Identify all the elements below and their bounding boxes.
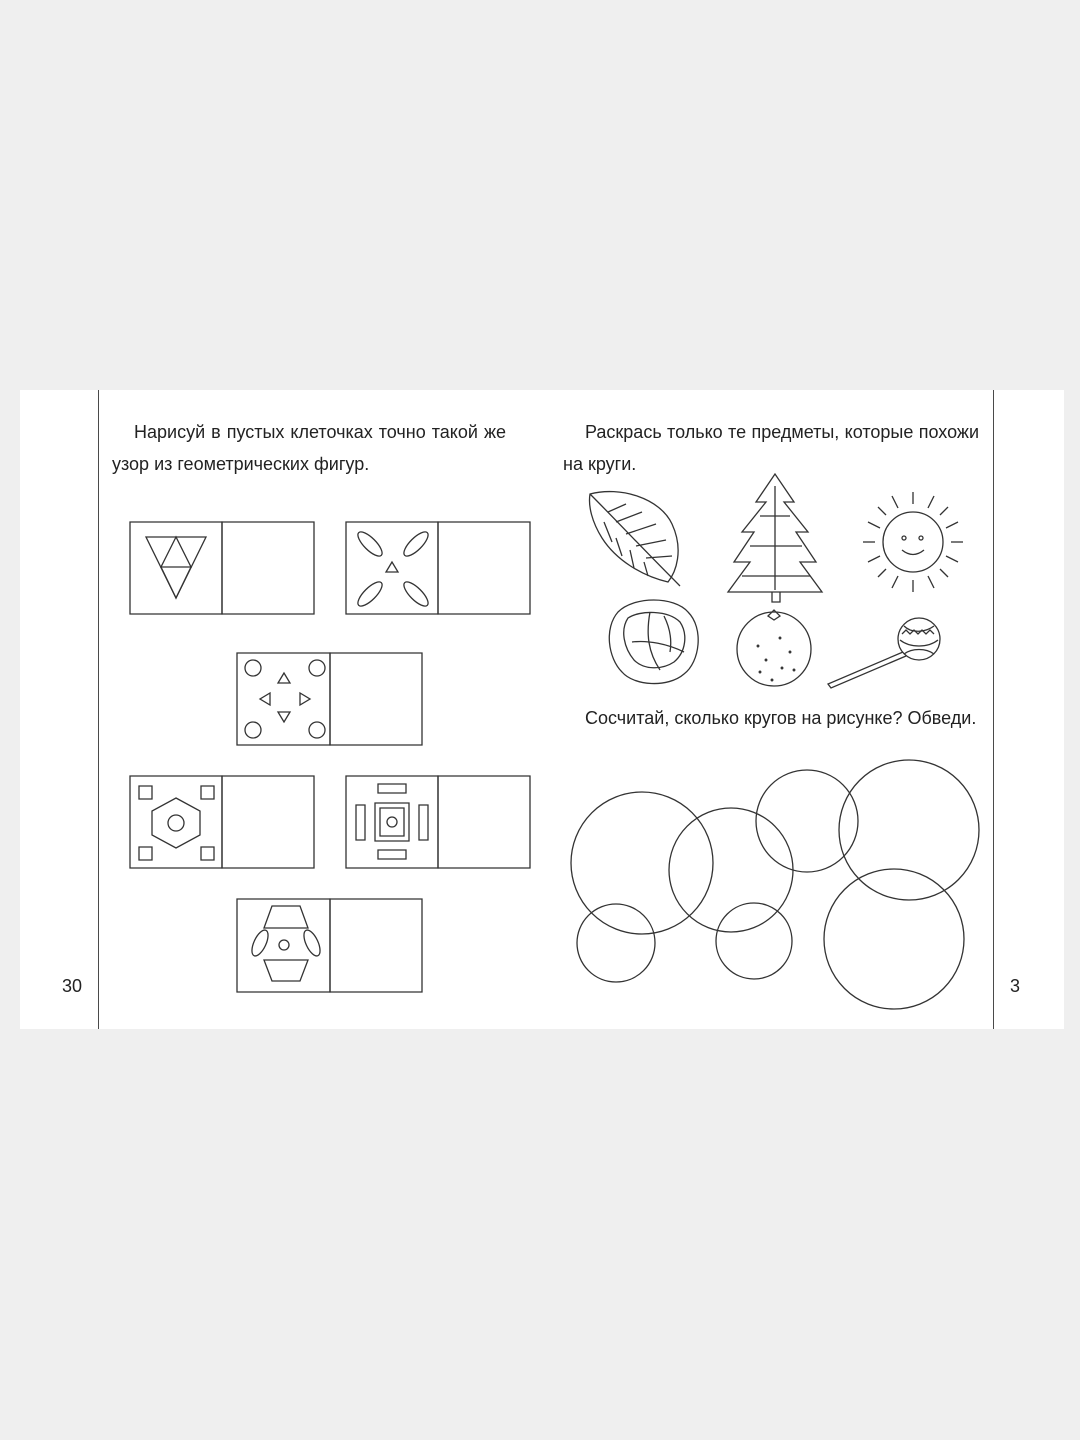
lollipop-icon[interactable] [828, 618, 940, 688]
empty-cell[interactable] [438, 522, 530, 614]
empty-cell[interactable] [222, 522, 314, 614]
circle-triangle-pattern-icon [245, 660, 325, 738]
trapezoid-pattern-icon [249, 906, 324, 981]
pattern-pair-ellipses [346, 522, 530, 614]
hexagon-pattern-icon [139, 786, 214, 860]
orange-icon[interactable] [737, 610, 811, 686]
pattern-pair-hexagon [130, 776, 314, 868]
right-page-number: 3 [1010, 976, 1021, 996]
circles-counting-figure[interactable] [571, 760, 979, 1009]
square-pattern-icon [356, 784, 428, 859]
pattern-pair-trapezoids [237, 899, 422, 992]
worksheet-artwork [20, 390, 1064, 1029]
ellipse-pattern-icon [354, 528, 431, 609]
leaf-icon[interactable] [590, 492, 681, 586]
left-task-instruction: Нарисуй в пустых клеточках точно такой же узор из геометрических фигур. [112, 422, 506, 474]
pattern-pair-squares [346, 776, 530, 868]
book-spread [20, 390, 1064, 1029]
empty-cell[interactable] [438, 776, 530, 868]
triangle-pattern-icon [146, 537, 206, 598]
pattern-pair-circles-triangles [237, 653, 422, 745]
cabbage-icon[interactable] [609, 600, 698, 684]
empty-cell[interactable] [222, 776, 314, 868]
coloring-task-instruction: Раскрась только те предметы, которые похожи на круги. [563, 422, 979, 474]
counting-task-instruction: Сосчитай, сколько кругов на рисунке? Обведи. [585, 708, 977, 728]
left-page-number: 30 [62, 976, 83, 996]
pattern-pair-triangles [130, 522, 314, 614]
fir-tree-icon[interactable] [728, 474, 822, 602]
empty-cell[interactable] [330, 899, 422, 992]
empty-cell[interactable] [330, 653, 422, 745]
sun-icon[interactable] [863, 492, 963, 592]
